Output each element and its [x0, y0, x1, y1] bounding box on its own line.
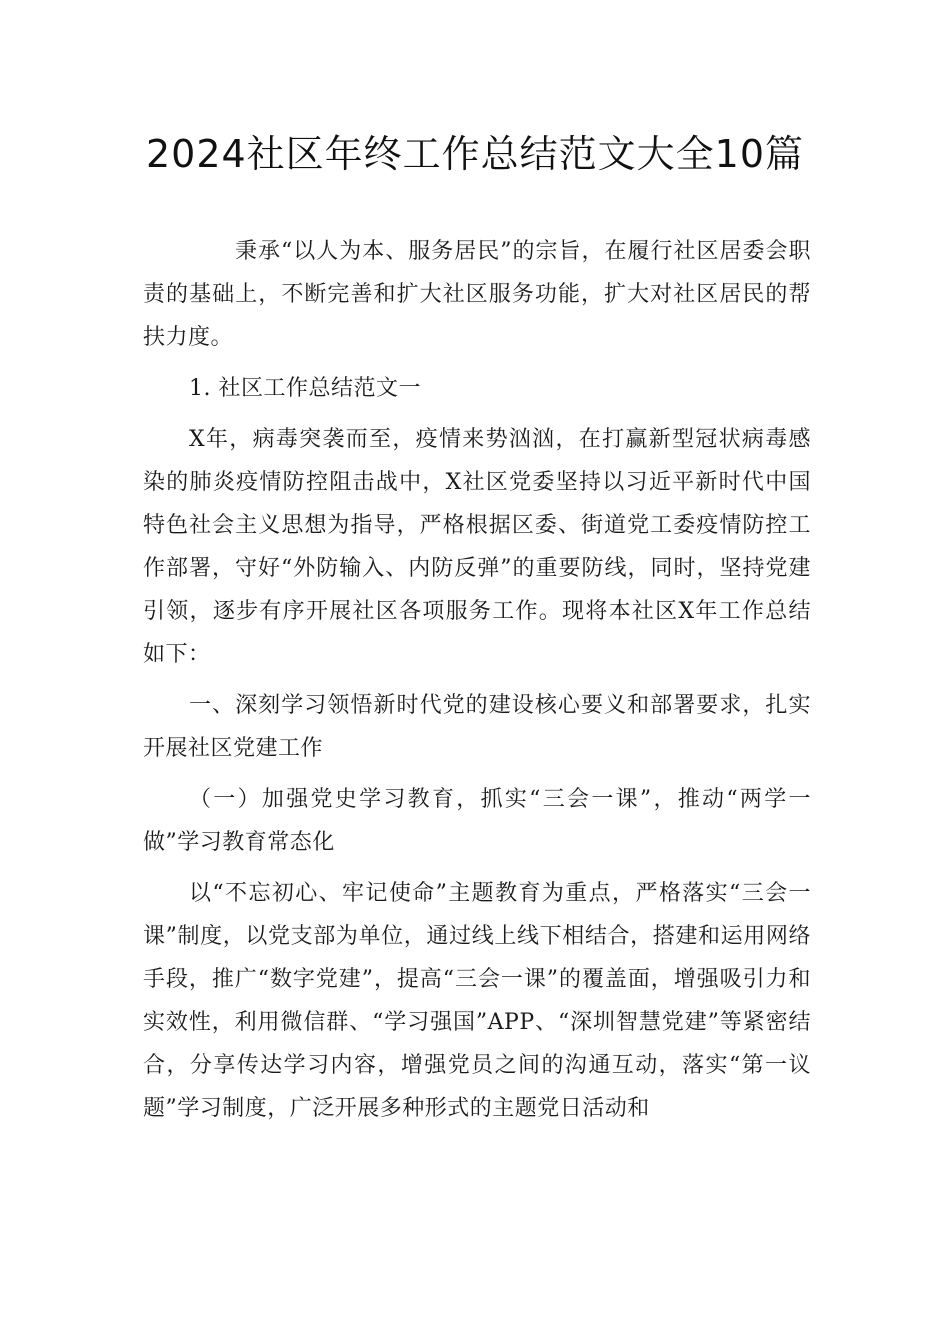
- document-body: [143, 230, 811, 1138]
- section-heading-1: 1. 社区工作总结范文一: [189, 376, 421, 401]
- subsection-heading-1: （一）加强党史学习教育，抓实“三会一课”，推动“两学一做”学习教育常态化: [143, 787, 811, 855]
- body-paragraph: X年，病毒突袭而至，疫情来势汹汹，在打赢新型冠状病毒感染的肺炎疫情防控阻击战中，X社区党委坚持以习近平新时代中国特色社会主义思想为指导，严格根据区委、街道党工委疫情防控工作部署，守好“外防输入、内防反弹”的重要防线，同时，坚持党建引领，逐步有序开展社区各项服务工作。现将本社区X年工作总结如下：: [143, 427, 811, 667]
- document-title: 2024社区年终工作总结范文大全10篇: [145, 132, 805, 176]
- intro-paragraph: 秉承“以人为本、服务居民”的宗旨，在履行社区居委会职责的基础上，不断完善和扩大社区服务功能，扩大对社区居民的帮扶力度。: [143, 239, 811, 350]
- section-heading-part-1: 一、深刻学习领悟新时代党的建设核心要义和部署要求，扎实开展社区党建工作: [143, 693, 811, 761]
- body-paragraph: 以“不忘初心、牢记使命”主题教育为重点，严格落实“三会一课”制度，以党支部为单位，通过线上线下相结合，搭建和运用网络手段，推广“数字党建”，提高“三会一课”的覆盖面，增强吸引力和实效性，利用微信群、“学习强国”APP、“深圳智慧党建”等紧密结合，分享传达学习内容，增强党员之间的沟通互动，落实“第一议题”学习制度，广泛开展多种形式的主题党日活动和: [143, 881, 811, 1121]
